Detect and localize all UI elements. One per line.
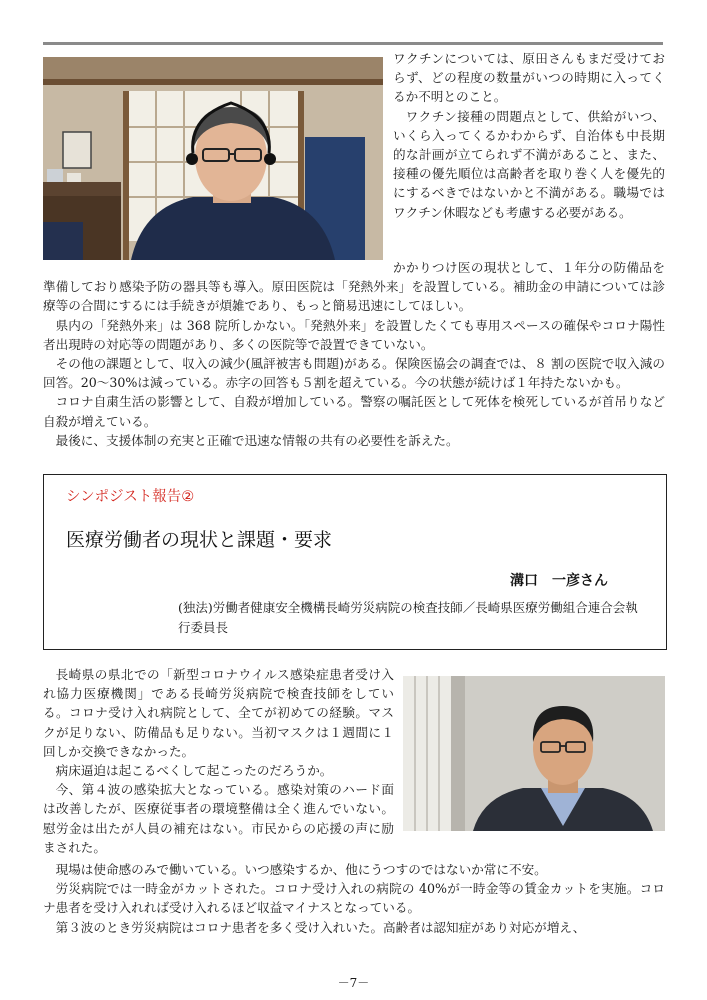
paragraph: 今、第４波の感染拡大となっている。感染対策のハード面は改善したが、医療従事者の環境整備は全く進んでいない。慰労金は出たが人員の補充はない。市民からの応援の声に励まされた。 — [43, 782, 394, 855]
paragraph: 現場は使命感のみで働いている。いつ感染するか、他にうつすのではないか常に不安。 — [55, 862, 547, 877]
paragraph: ワクチン接種の問題点として、供給がいつ、いくら入ってくるかわからず、自治体も中長期的な計画が立てられず不満があること、また、接種の優先順位は高齢者を取り巻く人を優先的にするべきではないかと不満がある。職場ではワクチン休暇なども考慮する必要がある。 — [393, 108, 665, 220]
symposium-box — [43, 474, 667, 650]
speaker-name: 溝口 一彦さん — [510, 573, 608, 589]
paragraph: かかりつけ医の現状として、１年分の防備品を準備しており感染予防の器具等も導入。原田医院は「発熱外来」を設置している。補助金の申請については診療等の合間にするには手続きが煩雑であり、もっと簡易迅速にしてほしい。 — [43, 260, 665, 314]
paragraph: 労災病院では一時金がカットされた。コロナ受け入れの病院の 40%が一時金等の賃金カットを実施。コロナ患者を受け入れれば受け入れるほど収益マイナスとなっている。 — [43, 881, 665, 916]
paragraph: コロナ自粛生活の影響として、自殺が増加している。警察の嘱託医として死体を検死しているが首吊りなど自殺が増えている。 — [43, 394, 665, 429]
paragraph: 長崎県の県北での「新型コロナウイルス感染症患者受け入れ協力医療機関」である長崎労災病院で検査技師をしている。コロナ受け入れ病院として、全てが初めての経験。マスクが足りない、防備品も足りない。当初マスクは１週間に１回しか交換できなかった。 — [43, 667, 394, 759]
page-number: －7－ — [337, 976, 370, 990]
paragraph: 病床逼迫は起こるべくして起こったのだろうか。 — [55, 763, 333, 779]
speaker-photo-mizoguchi — [403, 676, 665, 831]
top-right-column — [393, 49, 665, 222]
report-title: 医療労働者の現状と課題・要求 — [66, 529, 333, 551]
top-rule — [43, 42, 663, 45]
paragraph: その他の課題として、収入の減少(風評被害も問題)がある。保険医協会の調査では、８ 割の医院で収入減の回答。20～30%は減っている。赤字の回答も５割を超えている。今の状態が続けば１年持たないかも。 — [43, 356, 665, 391]
bottom-full-column — [43, 860, 665, 937]
paragraph: ワクチンについては、原田さんもまだ受けておらず、どの程度の数量がいつの時期に入ってくるか不明とのこと。 — [393, 51, 665, 105]
paragraph: 第３波のとき労災病院はコロナ患者を多く受け入れいた。高齢者は認知症があり対応が増え、 — [55, 919, 586, 935]
symposium-tag: シンポジスト報告② — [66, 489, 195, 505]
paragraph: 最後に、支援体制の充実と正確で迅速な情報の共有の必要性を訴えた。 — [55, 432, 459, 448]
top-full-column — [43, 258, 665, 450]
speaker-photo-harada — [43, 57, 383, 260]
speaker-affiliation: (独法)労働者健康安全機構長崎労災病院の検査技師／長崎県医療労働組合連合会執行委員長 — [178, 600, 638, 635]
paragraph: 県内の「発熱外来」は 368 院所しかない。「発熱外来」を設置したくても専用スペースの確保やコロナ陽性者出現時の対応等の問題があり、多くの医院等で設置できていない。 — [43, 317, 665, 352]
bottom-left-column — [43, 665, 394, 857]
